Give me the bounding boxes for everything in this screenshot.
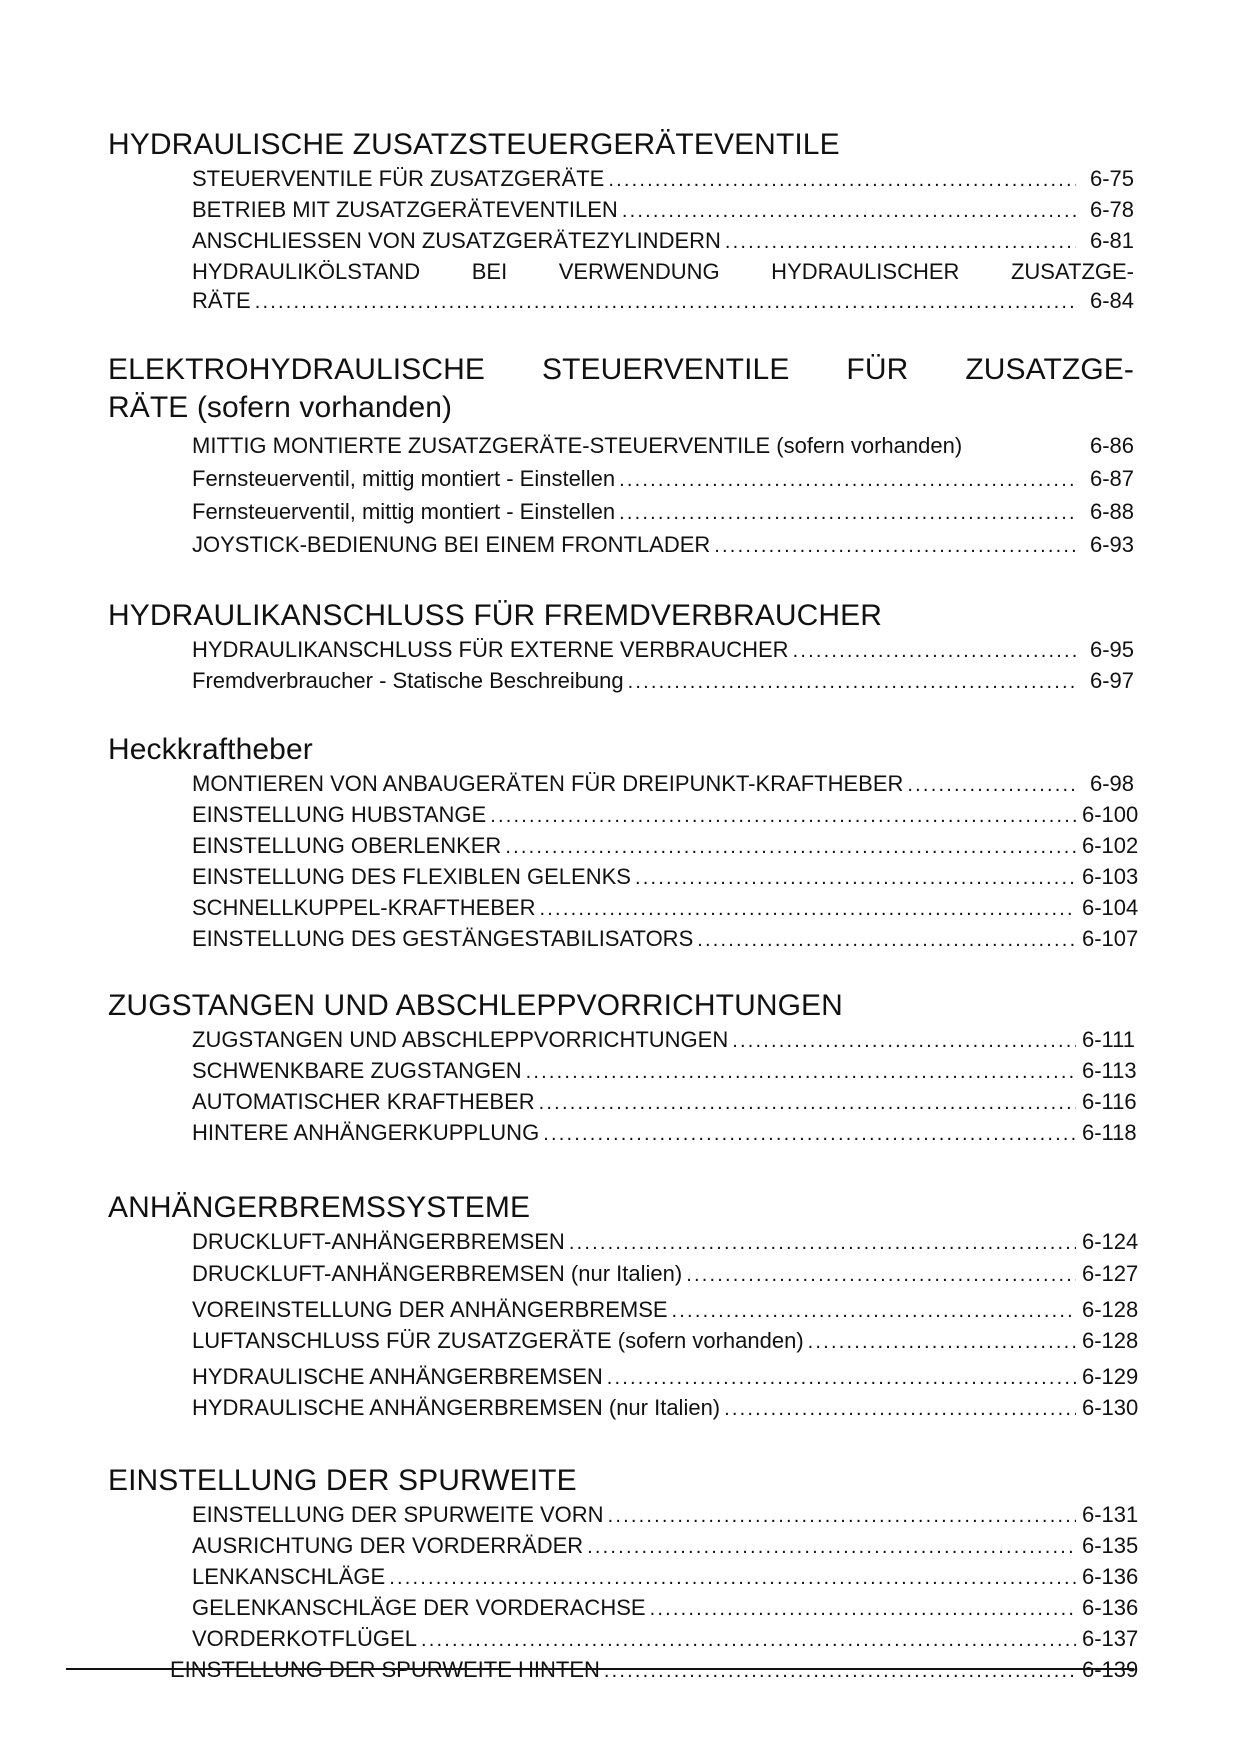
toc-entry[interactable]: [108, 1531, 1139, 1562]
section-title: Heckkraftheber: [108, 733, 313, 766]
entry-title: EINSTELLUNG DER SPURWEITE HINTEN: [170, 1657, 600, 1682]
toc-entry[interactable]: [108, 769, 1134, 800]
entry-page: 6-113: [1082, 1058, 1137, 1083]
dot-leader: [604, 1657, 1076, 1686]
toc-section: [108, 126, 1134, 317]
entry-title: MITTIG MONTIERTE ZUSATZGERÄTE-STEUERVENTILE (sofern vorhanden): [192, 433, 963, 458]
dot-leader: [686, 1261, 1076, 1290]
entry-title: GELENKANSCHLÄGE DER VORDERACHSE: [192, 1595, 646, 1620]
entry-page: 6-118: [1082, 1120, 1137, 1145]
entry-page: 6-78: [1089, 197, 1134, 222]
entry-page: 6-98: [1089, 771, 1134, 796]
dot-leader: [635, 864, 1076, 893]
entry-title: DRUCKLUFT-ANHÄNGERBREMSEN: [192, 1229, 565, 1254]
entry-page: 6-87: [1089, 466, 1134, 491]
dot-leader: [650, 1595, 1076, 1624]
toc-entry[interactable]: [108, 831, 1139, 862]
entry-title: AUTOMATISCHER KRAFTHEBER: [192, 1089, 535, 1114]
toc-entry[interactable]: [108, 1295, 1139, 1326]
entry-page: 6-135: [1082, 1533, 1139, 1558]
toc-entry[interactable]: [108, 862, 1139, 893]
dot-leader: [389, 1564, 1076, 1593]
footer-rule: [66, 1668, 1134, 1670]
entry-title: SCHWENKBARE ZUGSTANGEN: [192, 1058, 522, 1083]
entry-page: 6-128: [1082, 1328, 1139, 1353]
entry-title: AUSRICHTUNG DER VORDERRÄDER: [192, 1533, 584, 1558]
dot-leader: [725, 228, 1076, 257]
dot-leader: [587, 1533, 1076, 1562]
entry-page: 6-136: [1082, 1564, 1139, 1589]
entry-title: HYDRAULISCHE ANHÄNGERBREMSEN: [192, 1364, 603, 1389]
toc-entry[interactable]: [108, 1326, 1139, 1357]
entry-page: 6-103: [1082, 864, 1139, 889]
entry-title: EINSTELLUNG HUBSTANGE: [192, 802, 487, 827]
entry-page: 6-86: [1089, 433, 1134, 458]
entry-title: BETRIEB MIT ZUSATZGERÄTEVENTILEN: [192, 197, 618, 222]
dot-leader: [672, 1297, 1076, 1326]
entry-title: Fernsteuerventil, mittig montiert - Einstellen: [192, 466, 616, 491]
toc-entry[interactable]: [108, 1593, 1139, 1624]
toc-entry-wrapped-line1[interactable]: [108, 257, 1134, 286]
toc-entry[interactable]: [108, 666, 1134, 697]
entry-page: 6-130: [1082, 1395, 1139, 1420]
dot-leader: [607, 1364, 1076, 1393]
toc-section: [108, 1462, 1139, 1686]
toc-entry[interactable]: [108, 1655, 1139, 1686]
dot-leader: [543, 1120, 1076, 1149]
dot-leader: [490, 802, 1076, 831]
dot-leader: [907, 771, 1076, 800]
entry-title: Fremdverbraucher - Statische Beschreibung: [192, 668, 624, 693]
entry-page: 6-129: [1082, 1364, 1139, 1389]
entry-page: 6-100: [1082, 802, 1139, 827]
toc-entry[interactable]: [108, 1500, 1139, 1531]
entry-title: VORDERKOTFLÜGEL: [192, 1626, 417, 1651]
toc-entry[interactable]: [108, 226, 1134, 257]
section-title-line2: RÄTE (sofern vorhanden): [108, 391, 453, 424]
entry-page: 6-88: [1089, 499, 1134, 524]
entry-title: SCHNELLKUPPEL-KRAFTHEBER: [192, 895, 536, 920]
dot-leader: [539, 1089, 1076, 1118]
entry-page: 6-111: [1082, 1027, 1136, 1052]
toc-entry[interactable]: [108, 497, 1134, 528]
entry-page: 6-131: [1082, 1502, 1139, 1527]
dot-leader: [724, 1395, 1076, 1424]
entry-title: HYDRAULIKANSCHLUSS FÜR EXTERNE VERBRAUCHER: [192, 637, 789, 662]
toc-entry[interactable]: [108, 195, 1134, 226]
entry-title-line2: RÄTE: [192, 288, 251, 313]
dot-leader: [505, 833, 1076, 862]
toc-entry[interactable]: [108, 800, 1139, 831]
toc-entry[interactable]: [108, 1056, 1137, 1087]
entry-page: 6-137: [1082, 1626, 1139, 1651]
toc-entry[interactable]: [108, 464, 1134, 495]
entry-title: EINSTELLUNG DES FLEXIBLEN GELENKS: [192, 864, 631, 889]
toc-entry[interactable]: [108, 1118, 1137, 1149]
entry-page: 6-97: [1089, 668, 1134, 693]
dot-leader: [628, 668, 1076, 697]
dot-leader: [569, 1229, 1076, 1258]
section-title-word: STEUERVENTILE: [541, 353, 790, 386]
toc-entry[interactable]: [108, 530, 1134, 561]
toc-entry[interactable]: [108, 164, 1134, 195]
entry-page: 6-81: [1089, 228, 1134, 253]
toc-entry[interactable]: [108, 1393, 1139, 1424]
toc-entry[interactable]: [108, 1025, 1134, 1056]
section-title-word: ZUSATZGE-: [965, 353, 1134, 386]
dot-leader: [793, 637, 1076, 666]
entry-title: JOYSTICK-BEDIENUNG BEI EINEM FRONTLADER: [192, 532, 711, 557]
entry-page: 6-84: [1089, 288, 1134, 313]
toc-entry[interactable]: [108, 1562, 1139, 1593]
dot-leader: [697, 926, 1076, 955]
entry-title: STEUERVENTILE FÜR ZUSATZGERÄTE: [192, 166, 605, 191]
dot-leader: [608, 1502, 1076, 1531]
dot-leader: [714, 532, 1076, 561]
entry-page: 6-104: [1082, 895, 1139, 920]
table-of-contents: [108, 126, 1139, 1686]
dot-leader: [540, 895, 1076, 924]
toc-section: [108, 351, 1134, 561]
section-title: ANHÄNGERBREMSSYSTEME: [108, 1191, 531, 1224]
entry-title: DRUCKLUFT-ANHÄNGERBREMSEN (nur Italien): [192, 1261, 683, 1286]
entry-page: 6-75: [1089, 166, 1134, 191]
entry-page: 6-127: [1082, 1261, 1139, 1286]
entry-title: VOREINSTELLUNG DER ANHÄNGERBREMSE: [192, 1297, 668, 1322]
entry-page: 6-139: [1082, 1657, 1139, 1682]
section-title-line1: [108, 351, 1134, 389]
dot-leader: [732, 1027, 1076, 1056]
entry-title: ANSCHLIESSEN VON ZUSATZGERÄTEZYLINDERN: [192, 228, 721, 253]
dot-leader: [526, 1058, 1076, 1087]
entry-title: Fernsteuerventil, mittig montiert - Einstellen: [192, 499, 616, 524]
section-title-word: ELEKTROHYDRAULISCHE: [108, 353, 485, 386]
toc-entry[interactable]: [108, 1227, 1139, 1258]
entry-title: HINTERE ANHÄNGERKUPPLUNG: [192, 1120, 540, 1145]
entry-page: 6-124: [1082, 1229, 1139, 1254]
entry-title: MONTIEREN VON ANBAUGERÄTEN FÜR DREIPUNKT-KRAFTHEBER: [192, 771, 904, 796]
entry-title-line1: HYDRAULIKÖLSTAND BEI VERWENDUNG HYDRAULISCHER ZUSATZGE-: [192, 259, 1134, 284]
section-title: HYDRAULISCHE ZUSATZSTEUERGERÄTEVENTILE: [108, 128, 840, 161]
toc-entry[interactable]: [108, 1362, 1139, 1393]
section-title: EINSTELLUNG DER SPURWEITE: [108, 1464, 577, 1497]
entry-page: 6-116: [1082, 1089, 1137, 1114]
section-title: HYDRAULIKANSCHLUSS FÜR FREMDVERBRAUCHER: [108, 599, 883, 632]
dot-leader: [619, 499, 1076, 528]
entry-title: EINSTELLUNG DER SPURWEITE VORN: [192, 1502, 604, 1527]
entry-title: EINSTELLUNG DES GESTÄNGESTABILISATORS: [192, 926, 694, 951]
dot-leader: [608, 166, 1076, 195]
section-title-word: FÜR: [846, 353, 909, 386]
entry-page: 6-102: [1082, 833, 1139, 858]
toc-entry[interactable]: [108, 1087, 1137, 1118]
toc-entry[interactable]: [108, 431, 1134, 462]
entry-page: 6-128: [1082, 1297, 1139, 1322]
toc-section: [108, 987, 1137, 1149]
entry-page: 6-107: [1082, 926, 1139, 951]
toc-entry[interactable]: [108, 1624, 1139, 1655]
entry-title: LUFTANSCHLUSS FÜR ZUSATZGERÄTE (sofern vorhanden): [192, 1328, 804, 1353]
dot-leader: [622, 197, 1076, 226]
entry-title: ZUGSTANGEN UND ABSCHLEPPVORRICHTUNGEN: [192, 1027, 729, 1052]
entry-title: HYDRAULISCHE ANHÄNGERBREMSEN (nur Italien): [192, 1395, 721, 1420]
section-title: ZUGSTANGEN UND ABSCHLEPPVORRICHTUNGEN: [108, 989, 843, 1022]
toc-entry[interactable]: [108, 893, 1139, 924]
toc-entry[interactable]: [108, 635, 1134, 666]
toc-section: [108, 1189, 1139, 1424]
dot-leader: [255, 288, 1076, 317]
dot-leader: [808, 1328, 1076, 1357]
toc-entry[interactable]: [108, 1259, 1139, 1290]
entry-page: 6-95: [1089, 637, 1134, 662]
dot-leader: [421, 1626, 1076, 1655]
toc-section: [108, 731, 1139, 955]
entry-page: 6-93: [1089, 532, 1134, 557]
entry-title: EINSTELLUNG OBERLENKER: [192, 833, 502, 858]
dot-leader: [619, 466, 1076, 495]
toc-entry[interactable]: [108, 924, 1139, 955]
toc-entry-wrapped-line2[interactable]: [108, 286, 1134, 317]
entry-title: LENKANSCHLÄGE: [192, 1564, 386, 1589]
toc-section: [108, 597, 1134, 697]
entry-page: 6-136: [1082, 1595, 1139, 1620]
